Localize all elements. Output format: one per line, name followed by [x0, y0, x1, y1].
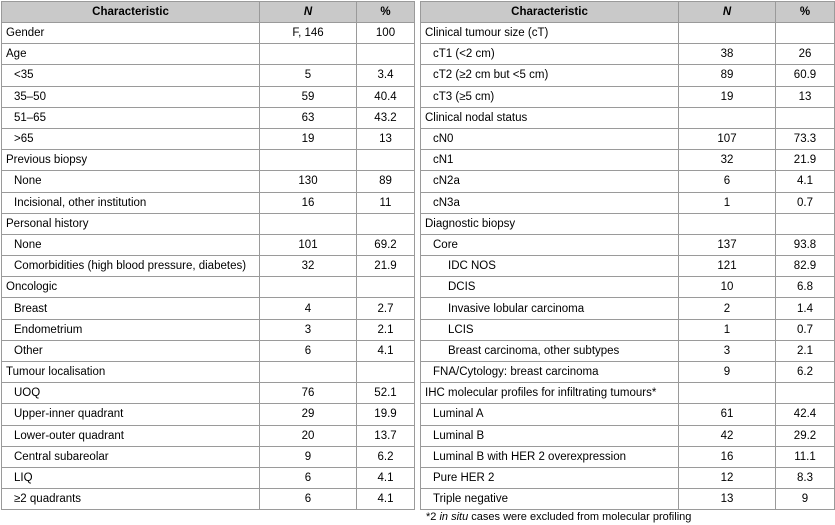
row-n-value: 101 [260, 234, 357, 255]
row-percent-value: 52.1 [357, 383, 415, 404]
row-percent-value: 13 [776, 86, 835, 107]
row-percent-value: 4.1 [357, 340, 415, 361]
header-row [2, 2, 415, 23]
row-percent-value: 6.8 [776, 277, 835, 298]
row-percent-value [357, 277, 415, 298]
characteristics-table-left [1, 1, 415, 510]
row-label: LCIS [421, 319, 679, 340]
table-row [2, 171, 415, 192]
header-n: N [679, 2, 776, 23]
row-label: IHC molecular profiles for infiltrating tumours* [421, 383, 679, 404]
row-label: cT2 (≥2 cm but <5 cm) [421, 65, 679, 86]
row-percent-value [357, 150, 415, 171]
table-row [421, 213, 835, 234]
table-row [421, 404, 835, 425]
header-characteristic: Characteristic [2, 2, 260, 23]
table-row [2, 23, 415, 44]
table-row [421, 340, 835, 361]
row-label: Lower-outer quadrant [2, 425, 260, 446]
row-percent-value: 82.9 [776, 256, 835, 277]
table-row [2, 340, 415, 361]
header-percent: % [357, 2, 415, 23]
characteristics-table-right [420, 1, 835, 510]
row-n-value: 6 [679, 171, 776, 192]
row-percent-value: 11.1 [776, 446, 835, 467]
table-row [2, 446, 415, 467]
table-row [2, 362, 415, 383]
row-label: Upper-inner quadrant [2, 404, 260, 425]
row-label: 51–65 [2, 107, 260, 128]
row-label: UOQ [2, 383, 260, 404]
row-n-value: 107 [679, 128, 776, 149]
table-row [421, 489, 835, 510]
table-row [421, 44, 835, 65]
table-row [2, 128, 415, 149]
row-n-value [260, 277, 357, 298]
row-label: cN2a [421, 171, 679, 192]
table-row [2, 256, 415, 277]
table-row [421, 150, 835, 171]
row-n-value [260, 213, 357, 234]
table-row [2, 467, 415, 488]
table-row [2, 150, 415, 171]
footnote-prefix: *2 [426, 511, 440, 523]
table-row [421, 446, 835, 467]
table-row [2, 425, 415, 446]
row-label: Diagnostic biopsy [421, 213, 679, 234]
header-n: N [260, 2, 357, 23]
row-label: 35–50 [2, 86, 260, 107]
row-percent-value: 73.3 [776, 128, 835, 149]
row-n-value: 121 [679, 256, 776, 277]
row-percent-value: 3.4 [357, 65, 415, 86]
row-label: Oncologic [2, 277, 260, 298]
row-n-value: 12 [679, 467, 776, 488]
table-row [2, 489, 415, 510]
row-n-value: 2 [679, 298, 776, 319]
row-percent-value [776, 23, 835, 44]
row-label: Luminal A [421, 404, 679, 425]
row-percent-value: 1.4 [776, 298, 835, 319]
table-row [2, 234, 415, 255]
row-label: cT1 (<2 cm) [421, 44, 679, 65]
table-row [421, 298, 835, 319]
row-n-value: 76 [260, 383, 357, 404]
row-label: IDC NOS [421, 256, 679, 277]
row-label: Invasive lobular carcinoma [421, 298, 679, 319]
row-percent-value: 89 [357, 171, 415, 192]
table-row [421, 383, 835, 404]
row-n-value [260, 362, 357, 383]
row-n-value: 137 [679, 234, 776, 255]
row-n-value [679, 213, 776, 234]
header-row [421, 2, 835, 23]
row-n-value: 16 [260, 192, 357, 213]
row-label: Breast carcinoma, other subtypes [421, 340, 679, 361]
row-n-value: 16 [679, 446, 776, 467]
row-percent-value: 100 [357, 23, 415, 44]
row-percent-value [776, 213, 835, 234]
table-row [421, 362, 835, 383]
row-n-value [679, 23, 776, 44]
row-label: Age [2, 44, 260, 65]
row-percent-value: 43.2 [357, 107, 415, 128]
row-n-value: 32 [679, 150, 776, 171]
row-n-value [679, 107, 776, 128]
row-label: ≥2 quadrants [2, 489, 260, 510]
table-row [2, 192, 415, 213]
row-percent-value: 29.2 [776, 425, 835, 446]
table-row [421, 319, 835, 340]
table-row [2, 277, 415, 298]
row-n-value: 59 [260, 86, 357, 107]
row-label: Luminal B with HER 2 overexpression [421, 446, 679, 467]
row-label: Previous biopsy [2, 150, 260, 171]
table-row [2, 298, 415, 319]
row-percent-value: 9 [776, 489, 835, 510]
row-label: Luminal B [421, 425, 679, 446]
row-n-value: 29 [260, 404, 357, 425]
row-n-value: 3 [260, 319, 357, 340]
row-n-value: 19 [260, 128, 357, 149]
table-row [2, 44, 415, 65]
row-n-value: 61 [679, 404, 776, 425]
row-percent-value: 6.2 [776, 362, 835, 383]
row-n-value: 63 [260, 107, 357, 128]
row-label: Tumour localisation [2, 362, 260, 383]
table-row [2, 404, 415, 425]
row-label: Pure HER 2 [421, 467, 679, 488]
row-percent-value: 21.9 [357, 256, 415, 277]
row-label: Clinical tumour size (cT) [421, 23, 679, 44]
table-row [2, 65, 415, 86]
row-label: >65 [2, 128, 260, 149]
row-label: Gender [2, 23, 260, 44]
row-percent-value: 4.1 [776, 171, 835, 192]
row-label: cN0 [421, 128, 679, 149]
row-label: cN3a [421, 192, 679, 213]
row-n-value [260, 150, 357, 171]
row-n-value: 6 [260, 340, 357, 361]
table-row [421, 467, 835, 488]
table-row [421, 192, 835, 213]
row-n-value: 13 [679, 489, 776, 510]
row-percent-value [776, 383, 835, 404]
row-label: cT3 (≥5 cm) [421, 86, 679, 107]
row-label: None [2, 234, 260, 255]
row-n-value: 20 [260, 425, 357, 446]
row-percent-value: 93.8 [776, 234, 835, 255]
row-n-value: 9 [260, 446, 357, 467]
row-n-value: F, 146 [260, 23, 357, 44]
row-n-value: 3 [679, 340, 776, 361]
table-row [421, 107, 835, 128]
table-row [421, 23, 835, 44]
row-percent-value: 11 [357, 192, 415, 213]
footnote-emphasis: in situ [439, 511, 469, 523]
table-row [421, 234, 835, 255]
row-n-value [679, 383, 776, 404]
row-percent-value [776, 107, 835, 128]
row-label: None [2, 171, 260, 192]
row-percent-value: 2.1 [357, 319, 415, 340]
row-n-value: 9 [679, 362, 776, 383]
table-row [421, 65, 835, 86]
row-percent-value: 8.3 [776, 467, 835, 488]
row-percent-value: 4.1 [357, 489, 415, 510]
row-percent-value: 6.2 [357, 446, 415, 467]
row-n-value: 32 [260, 256, 357, 277]
row-label: Endometrium [2, 319, 260, 340]
table-row [421, 171, 835, 192]
table-row [421, 277, 835, 298]
row-percent-value: 21.9 [776, 150, 835, 171]
row-n-value [260, 44, 357, 65]
row-label: Central subareolar [2, 446, 260, 467]
row-n-value: 6 [260, 489, 357, 510]
row-label: Personal history [2, 213, 260, 234]
table-row [2, 319, 415, 340]
row-label: Clinical nodal status [421, 107, 679, 128]
table-footnote [426, 511, 691, 523]
row-n-value: 89 [679, 65, 776, 86]
row-n-value: 38 [679, 44, 776, 65]
table-row [421, 425, 835, 446]
row-percent-value [357, 213, 415, 234]
row-percent-value: 40.4 [357, 86, 415, 107]
row-percent-value: 26 [776, 44, 835, 65]
row-percent-value: 2.7 [357, 298, 415, 319]
row-label: Triple negative [421, 489, 679, 510]
footnote-suffix: cases were excluded from molecular profiling [468, 511, 692, 523]
row-percent-value: 19.9 [357, 404, 415, 425]
table-row [421, 128, 835, 149]
row-percent-value [357, 362, 415, 383]
table-row [2, 107, 415, 128]
row-percent-value: 42.4 [776, 404, 835, 425]
row-label: LIQ [2, 467, 260, 488]
row-label: Core [421, 234, 679, 255]
table-row [2, 383, 415, 404]
header-characteristic: Characteristic [421, 2, 679, 23]
row-n-value: 1 [679, 319, 776, 340]
row-percent-value: 2.1 [776, 340, 835, 361]
row-n-value: 5 [260, 65, 357, 86]
row-n-value: 19 [679, 86, 776, 107]
row-percent-value: 0.7 [776, 319, 835, 340]
row-n-value: 42 [679, 425, 776, 446]
row-label: Comorbidities (high blood pressure, diabetes) [2, 256, 260, 277]
table-row [421, 86, 835, 107]
row-n-value: 1 [679, 192, 776, 213]
table-row [2, 86, 415, 107]
row-label: Other [2, 340, 260, 361]
row-n-value: 4 [260, 298, 357, 319]
row-percent-value: 0.7 [776, 192, 835, 213]
table-row [421, 256, 835, 277]
row-n-value: 10 [679, 277, 776, 298]
row-percent-value: 60.9 [776, 65, 835, 86]
table-row [2, 213, 415, 234]
row-percent-value: 13.7 [357, 425, 415, 446]
row-percent-value [357, 44, 415, 65]
row-percent-value: 13 [357, 128, 415, 149]
row-n-value: 6 [260, 467, 357, 488]
row-label: cN1 [421, 150, 679, 171]
row-percent-value: 4.1 [357, 467, 415, 488]
header-percent: % [776, 2, 835, 23]
row-label: FNA/Cytology: breast carcinoma [421, 362, 679, 383]
row-label: Incisional, other institution [2, 192, 260, 213]
row-label: <35 [2, 65, 260, 86]
row-label: DCIS [421, 277, 679, 298]
row-percent-value: 69.2 [357, 234, 415, 255]
row-label: Breast [2, 298, 260, 319]
row-n-value: 130 [260, 171, 357, 192]
